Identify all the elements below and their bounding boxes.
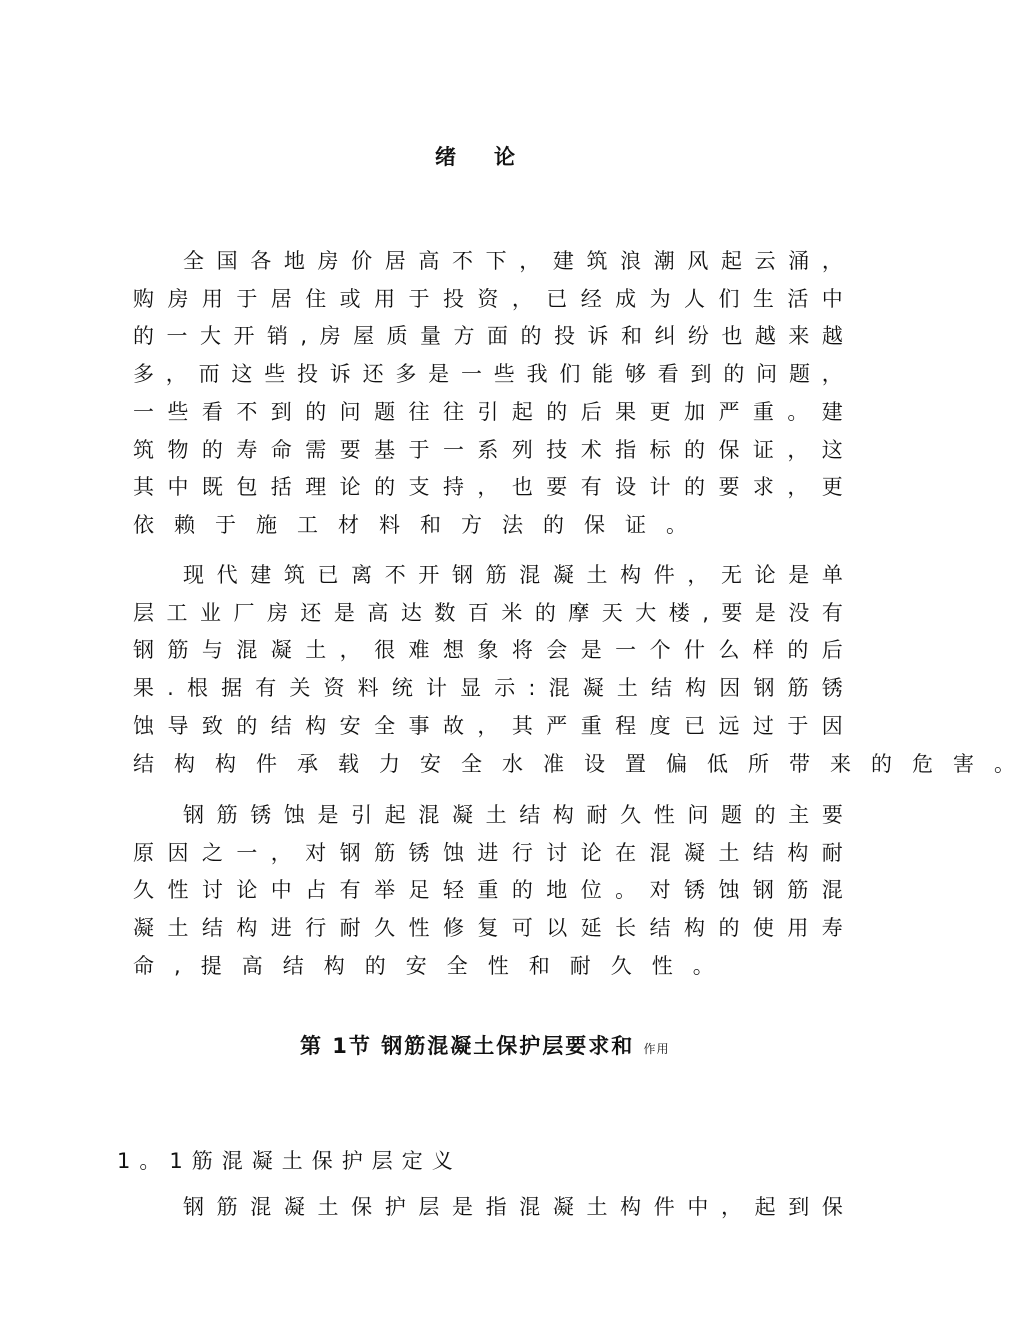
- paragraph-line: 购 房 用 于 居 住 或 用 于 投 资 ， 已 经 成 为 人 们 生 活 中: [133, 286, 843, 311]
- paragraph-line: 凝 土 结 构 进 行 耐 久 性 修 复 可 以 延 长 结 构 的 使 用 寿: [133, 916, 843, 941]
- paragraph-line: 原 因 之 一 ， 对 钢 筋 锈 蚀 进 行 讨 论 在 混 凝 土 结 构 耐: [133, 840, 843, 865]
- paragraph-line: 全 国 各 地 房 价 居 高 不 下 ， 建 筑 浪 潮 风 起 云 涌 ，: [183, 249, 843, 273]
- paragraph-line: 钢 筋 锈 蚀 是 引 起 混 凝 土 结 构 耐 久 性 问 题 的 主 要: [183, 803, 843, 827]
- paragraph-line: 命 , 提 高 结 构 的 安 全 性 和 耐 久 性 。: [133, 953, 714, 978]
- paragraph-line: 多 ， 而 这 些 投 诉 还 多 是 一 些 我 们 能 够 看 到 的 问 题 ，: [133, 362, 843, 387]
- paragraph-line: 筑 物 的 寿 命 需 要 基 于 一 系 列 技 术 指 标 的 保 证 ， 这: [133, 437, 843, 462]
- paragraph-line: 依 赖 于 施 工 材 料 和 方 法 的 保 证 。: [133, 512, 687, 537]
- paragraph-line: 其 中 既 包 括 理 论 的 支 持 ， 也 要 有 设 计 的 要 求 ， 更: [133, 475, 843, 500]
- paragraph-line: 钢 筋 与 混 凝 土 ， 很 难 想 象 将 会 是 一 个 什 么 样 的 后: [133, 638, 843, 663]
- paragraph-line: 一 些 看 不 到 的 问 题 往 往 引 起 的 后 果 更 加 严 重 。 建: [133, 399, 843, 424]
- paragraph-line: 蚀 导 致 的 结 构 安 全 事 故 ， 其 严 重 程 度 已 远 过 于 因: [133, 713, 843, 738]
- paragraph-line: 久 性 讨 论 中 占 有 举 足 轻 重 的 地 位 。 对 锈 蚀 钢 筋 混: [133, 878, 843, 903]
- page-title: 绪论: [435, 145, 553, 169]
- paragraph-line: 层 工 业 厂 房 还 是 高 达 数 百 米 的 摩 天 大 楼 , 要 是 没 有: [133, 600, 843, 625]
- section-heading-main: 第 1节 钢筋混凝土保护层要求和: [300, 1034, 635, 1058]
- section-heading-small: 作用: [643, 1042, 670, 1056]
- paragraph-line: 的 一 大 开 销 , 房 屋 质 量 方 面 的 投 诉 和 纠 纷 也 越 来 越: [133, 324, 843, 349]
- subsection-heading: 1。1筋混凝土保护层定义: [117, 1149, 462, 1173]
- paragraph-line: 结 构 构 件 承 载 力 安 全 水 准 设 置 偏 低 所 带 来 的 危 害 。: [133, 751, 1015, 776]
- paragraph-line: 果 . 根 据 有 关 资 料 统 计 显 示 : 混 凝 土 结 构 因 钢 筋 锈: [133, 676, 843, 701]
- paragraph-line: 现 代 建 筑 已 离 不 开 钢 筋 混 凝 土 构 件 ， 无 论 是 单: [183, 563, 843, 587]
- paragraph-line: 钢 筋 混 凝 土 保 护 层 是 指 混 凝 土 构 件 中 ， 起 到 保: [183, 1195, 843, 1219]
- section-heading: [300, 1030, 670, 1065]
